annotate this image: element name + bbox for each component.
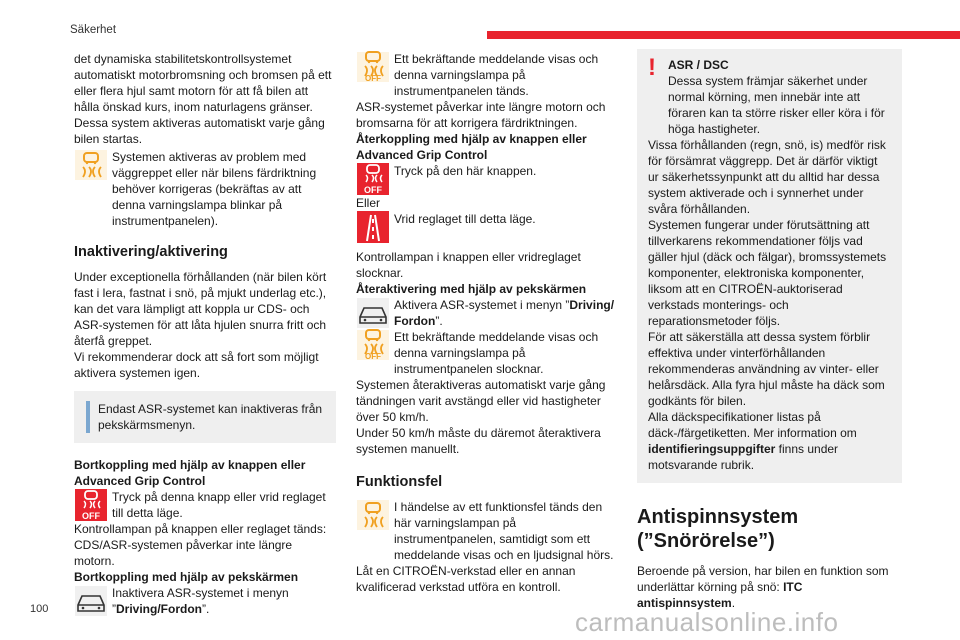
warning-box [637,49,902,483]
lamp-text: Systemen aktiveras av problem med väggreppet eller när bilens färdriktning behöver korrigeras (bekräftas av att denna varningslampa blinkar på instrumentpanelen). [112,150,317,228]
heading-touch-deactivation: Bortkoppling med hjälp av pekskärmen [74,570,299,584]
page-number: 100 [30,603,49,615]
paragraph: Beroende på version, har bilen en funktion som underlättar körning på snö: ITC antispinnsystem. [637,564,889,610]
lamp-off-row [356,329,618,377]
section-header: Säkerhet [70,24,117,36]
lamp-text: Ett bekräftande meddelande visas och denna varningslampa på instrumentpanelen tänds. [394,52,599,98]
svg-text:OFF: OFF [365,74,381,83]
button-text: Tryck på denna knapp eller vrid reglaget till detta läge. [112,490,326,520]
warning-title: ASR / DSC [668,58,729,72]
sub-heading-fault: Funktionsfel [356,474,443,490]
paragraph: Låt en CITROËN-verkstad eller en annan kvalificerad verkstad utföra en kontroll. [356,564,576,594]
turn-row [356,211,618,243]
heading-button-deactivation: Bortkoppling med hjälp av knappen eller Advanced Grip Control [74,458,306,488]
intro-paragraph-2: Dessa system aktiveras automatiskt varje gång bilen startas. [74,116,325,146]
skid-off-warning-icon [356,329,390,361]
press-text: Tryck på den här knappen. [394,164,537,178]
warning-paragraph: Systemen fungerar under förutsättning att tillverkarens rekommendationer följs vad gäller hjul (däck och fälgar), bromssystemets komponenter, elektroniska komponenter, liksom att en CITROËN-auktoriserad verkstads monterings- och reparationsmetoder följs. [648,218,887,328]
warning-lead: Dessa system främjar säkerhet under normal körning, men innebär inte att föraren kan ta större risker eller köra i för höga hastigheter. [668,74,885,136]
warning-paragraph: Alla däckspecifikationer listas på däck-/färgetiketten. Mer information om identifieringsuppgifter finns under motsvarande rubrik. [648,410,857,472]
lamp-off-text: Ett bekräftande meddelande visas och denna varningslampa på instrumentpanelen slocknar. [394,330,599,376]
paragraph: Systemen återaktiveras automatiskt varje gång tändningen varit avstängd eller vid hastigheter över 50 km/h. [356,378,606,424]
menu-name: Driving/Fordon [116,602,202,616]
feature-name: ITC antispinnsystem [637,580,803,610]
header-accent-bar [487,31,960,39]
warning-paragraph: Vissa förhållanden (regn, snö, is) medför risk för försämrat väggrepp. Det är därför viktigt ur säkerhetssynpunkt att du alltid har dessa system aktiverade och i synnerhet under svåra förhållanden. [648,138,886,216]
button-row [74,489,336,521]
touch-row: Inaktivera ASR-systemet i menyn ”Driving/Fordon”. [74,585,336,617]
fault-row [356,499,618,563]
info-note [74,391,336,443]
or-text: Eller [356,196,381,210]
paragraph: Under 50 km/h måste du däremot återaktivera systemen manuellt. [356,426,601,456]
paragraph: Kontrollampan i knappen eller vridreglaget slocknar. [356,250,581,280]
car-menu-icon [74,585,108,617]
note-text: Endast ASR-systemet kan inaktiveras från pekskärmsmenyn. [98,402,323,432]
skid-warning-icon [74,149,108,181]
car-menu-icon [356,297,390,329]
menu-name: Driving/ Fordon [394,298,615,328]
svg-text:OFF: OFF [365,352,381,361]
paragraph: ASR-systemet påverkar inte längre motorn och bromsarna för att korrigera färdriktningen. [356,100,606,130]
column-3 [637,51,902,611]
skid-off-icon [74,489,108,521]
heading-button-reactivation: Återkoppling med hjälp av knappen eller Advanced Grip Control [356,132,587,162]
react-touch-row: Aktivera ASR-systemet i menyn ”Driving/ Fordon”. [356,297,618,329]
skid-off-icon [356,163,390,195]
main-heading: Antispinnsystem (”Snörörelse”) [637,506,799,552]
sub-heading-deactivation: Inaktivering/aktivering [74,244,228,260]
lamp-row [74,149,336,229]
skid-off-warning-icon [356,51,390,83]
lamp-row [356,51,618,99]
column-1 [74,51,336,617]
watermark: carmanualsonline.info [575,607,839,637]
warning-icon: ! [648,54,656,81]
paragraph: Vi rekommenderar dock att så fort som möjligt aktivera systemen igen. [74,350,319,380]
paragraph: Under exceptionella förhållanden (när bilen kört fast i lera, fastnat i snö, på mjukt underlag etc.), kan det vara lämpligt att koppla ur CDS- och ASR-systemen för att låta hjulen snurra fritt och återfå greppet. [74,270,327,348]
skid-warning-icon [356,499,390,531]
intro-paragraph: det dynamiska stabilitetskontrollsystemet automatiskt motorbromsning och bromsen på ett eller flera hjul samt motorn för att få bilen att hålla önskad kurs, inom naturlagens gränser. [74,52,332,114]
link-like-term: identifieringsuppgifter [648,442,776,456]
heading-touch-reactivation: Återaktivering med hjälp av pekskärmen [356,282,587,296]
turn-text: Vrid reglaget till detta läge. [394,212,536,226]
paragraph: Kontrollampan på knappen eller reglaget tänds: CDS/ASR-systemen påverkar inte längre motorn. [74,522,327,568]
road-mode-icon [356,211,390,243]
press-row [356,163,618,195]
info-icon [86,401,90,433]
fault-text: I händelse av ett funktionsfel tänds den här varningslampan på instrumentpanelen, samtidigt som ett meddelande visas och en ljudsignal hörs. [394,500,614,562]
column-2 [356,51,618,595]
warning-paragraph: För att säkerställa att dessa system förblir effektiva under vinterförhållanden rekommenderas användning av vinter- eller helårsdäck. Alla fyra hjul måste ha däck som godkänts för bilen. [648,330,885,408]
